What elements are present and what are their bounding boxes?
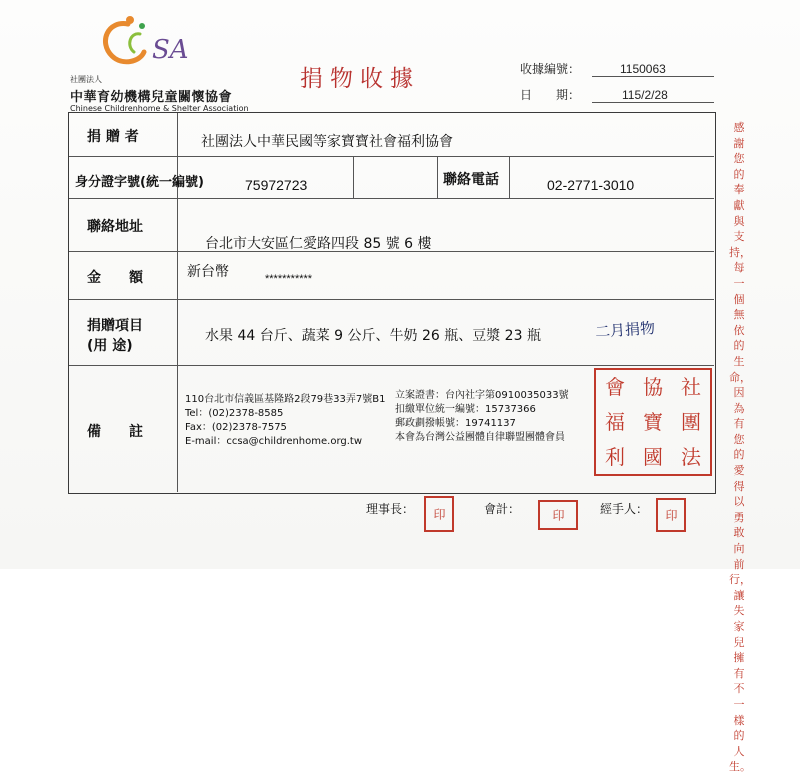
svg-text:SA: SA (152, 35, 189, 65)
org-name-en: Chinese Childrenhome & Shelter Association (70, 104, 249, 113)
membership-note: 本會為台灣公益團體自律聯盟團體會員 (395, 432, 565, 443)
registration-certificate: 立案證書：台內社字第0910035033號 (395, 390, 569, 401)
column-divider (509, 156, 510, 198)
postal-account: 郵政劃撥帳號：19741137 (395, 418, 516, 429)
receipt-no-label: 收據編號： (520, 62, 581, 76)
date-label: 日 期： (520, 88, 581, 102)
label-column-divider (177, 113, 178, 492)
id-number-label: 身分證字號(統一編號) (75, 175, 204, 190)
registration-info (395, 389, 569, 445)
handler-label: 經手人： (600, 502, 649, 516)
date-underline (592, 102, 714, 103)
receipt-title: 捐物收據 (300, 66, 420, 92)
contact-tel: Tel：(02)2378-8585 (185, 408, 284, 419)
row-divider (69, 156, 714, 157)
row-divider (69, 299, 714, 300)
org-name-cn: 中華育幼機構兒童關懷協會 (70, 90, 233, 105)
contact-fax: Fax：(02)2378-7575 (185, 422, 287, 433)
currency-label: 新台幣 (187, 264, 229, 280)
receipt-no-underline (592, 76, 714, 77)
organization-seal: 會 協 社 福 寶 團 利 國 法 (594, 368, 712, 476)
address-label: 聯絡地址 (87, 219, 143, 235)
phone-label: 聯絡電話 (443, 172, 499, 188)
side-thank-you-note: 感謝您的奉獻與支持，每一個無依的生命，因為有您的愛得以勇敢向前行，讓失家兒擁有不一樣的人生。 (729, 121, 751, 774)
contact-info (185, 393, 385, 449)
item-handwritten-note: 二月捐物 (594, 318, 656, 342)
column-divider (353, 156, 354, 198)
donor-value: 社團法人中華民國等家寶寶社會福利協會 (201, 134, 453, 150)
phone-value: 02-2771-3010 (547, 177, 635, 193)
ccsa-logo-icon (90, 12, 210, 72)
amount-value: *********** (265, 273, 313, 285)
tax-id: 扣繳單位統一編號：15737366 (395, 404, 536, 415)
remark-label: 備 註 (87, 424, 143, 440)
donor-label: 捐 贈 者 (87, 129, 139, 145)
item-value: 水果 44 台斤、蔬菜 9 公斤、牛奶 26 瓶、豆漿 23 瓶 (205, 328, 541, 344)
org-type-label: 社團法人 (70, 75, 102, 84)
id-number-value: 75972723 (245, 177, 308, 193)
column-divider (437, 156, 438, 198)
chairman-seal: 印 (424, 496, 454, 532)
date-value: 115/2/28 (622, 88, 668, 102)
item-purpose-label: (用 途) (87, 338, 133, 354)
address-value: 台北市大安區仁愛路四段 85 號 6 樓 (205, 236, 432, 252)
accountant-label: 會計： (484, 502, 521, 516)
organization-logo (70, 12, 270, 112)
contact-address: 110台北市信義區基隆路2段79巷33弄7號B1 (185, 394, 386, 405)
row-divider (69, 365, 714, 366)
accountant-seal: 印 (538, 500, 578, 530)
amount-label: 金 額 (87, 270, 143, 286)
receipt-no-value: 1150063 (620, 62, 666, 76)
chairman-label: 理事長： (366, 502, 415, 516)
row-divider (69, 198, 714, 199)
handler-seal: 印 (656, 498, 686, 532)
item-label: 捐贈項目 (87, 318, 143, 334)
contact-email: E-mail：ccsa@childrenhome.org.tw (185, 436, 363, 447)
